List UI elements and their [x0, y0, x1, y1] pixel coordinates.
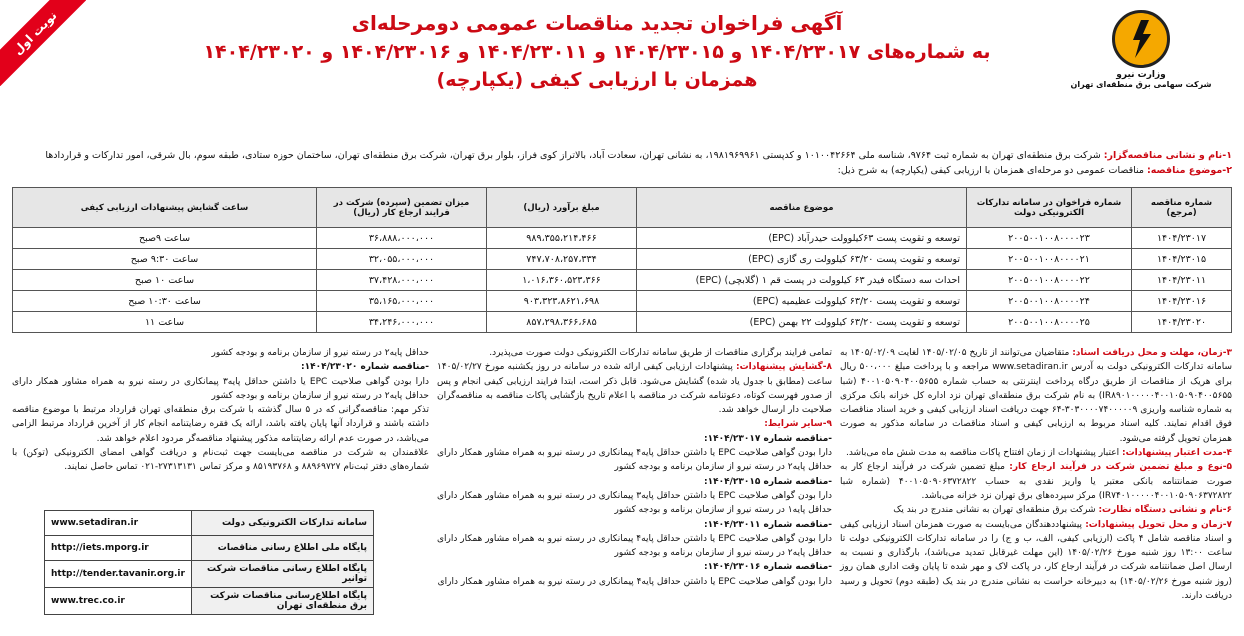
- cell-opening-time: ساعت ۱۱: [13, 312, 317, 333]
- section-7-label: ۷-زمان و محل تحویل پیشنهادات:: [1085, 519, 1232, 530]
- conditions-column-middle: [437, 346, 832, 589]
- lightning-icon: [1121, 18, 1161, 60]
- website-name: سامانه تدارکات الکترونیکی دولت: [191, 511, 373, 536]
- website-name: پایگاه ملی اطلاع رسانی مناقصات: [191, 536, 373, 561]
- edition-badge: نوبت اول: [0, 0, 86, 86]
- title-line-1: آگهی فراخوان تجدید مناقصات عمومی دومرحله‌ای: [351, 11, 843, 35]
- header-guarantee: میزان تضمین (سپرده) شرکت در فرایند ارجاع کار (ریال): [317, 188, 487, 228]
- intro-item-2-text: مناقصات عمومی دو مرحله‌ای همزمان با ارزیابی کیفی (یکپارچه) به شرح ذیل:: [837, 165, 1144, 176]
- tender-20-text: دارا بودن گواهی صلاحیت EPC یا داشتن حداقل پایه۳ پیمانکاری در رسته نیرو به همراه مشاور همکار دارای حداقل پایه۲ در رسته نیرو از سازمان برنامه و بودجه کشور: [12, 376, 429, 401]
- website-row: [45, 536, 374, 561]
- logo-company-text: شرکت سهامی برق منطقه‌ای تهران: [1070, 80, 1212, 89]
- cell-guarantee: ۳۵،۱۶۵،۰۰۰،۰۰۰: [317, 291, 487, 312]
- websites-table: [44, 510, 374, 615]
- website-name: پایگاه اطلاع‌رسانی مناقصات شرکت برق منطقه‌ای تهران: [191, 588, 373, 615]
- tender-16-label: -مناقصه شماره ۱۴۰۴/۲۳۰۱۶:: [704, 562, 832, 573]
- tender-11-label: -مناقصه شماره ۱۴۰۴/۲۳۰۱۱:: [704, 519, 832, 530]
- table-row: [13, 291, 1232, 312]
- cell-call-number: ۲۰۰۵۰۰۱۰۰۸۰۰۰۰۲۱: [967, 249, 1132, 270]
- tenders-table: [12, 187, 1232, 333]
- tender-17-text: دارا بودن گواهی صلاحیت EPC یا داشتن حداقل پایه۴ پیمانکاری در رسته نیرو به همراه مشاور همکار دارای حداقل پایه۲ در رسته نیرو از سازمان برنامه و بودجه کشور: [437, 448, 832, 473]
- cell-subject: توسعه و تقویت پست ۶۳کیلوولت حیدرآباد (EPC): [637, 228, 967, 249]
- cell-estimate: ۸۵۷،۲۹۸،۳۶۶،۶۸۵: [487, 312, 637, 333]
- website-link[interactable]: www.trec.co.ir: [45, 588, 192, 615]
- cell-subject: توسعه و تقویت پست ۶۳/۲۰ کیلوولت ۲۲ بهمن (EPC): [637, 312, 967, 333]
- section-9-label: ۹-سایر شرایط:: [764, 419, 832, 430]
- cell-tender-number: ۱۴۰۴/۲۳۰۱۱: [1132, 270, 1232, 291]
- website-link[interactable]: www.setadiran.ir: [45, 511, 192, 536]
- conditions-column-right: [840, 346, 1232, 603]
- table-header-row: [13, 188, 1232, 228]
- cell-opening-time: ساعت ۱۰:۳۰ صبح: [13, 291, 317, 312]
- header-call-number: شماره فراخوان در سامانه تدارکات الکترونیکی دولت: [967, 188, 1132, 228]
- cell-call-number: ۲۰۰۵۰۰۱۰۰۸۰۰۰۰۲۳: [967, 228, 1132, 249]
- cell-subject: توسعه و تقویت پست ۶۳/۲۰ کیلوولت عظیمیه (EPC): [637, 291, 967, 312]
- important-note: تذکر مهم: مناقصه‌گرانی که در ۵ سال گذشته با شرکت برق منطقه‌ای تهران قرارداد مرتبط با موضوع مناقصه داشته باشند و قرارداد آنها پایان یافته باشد، ارائه یک فقره رضایتنامه انجام کار از آخرین قرارداد مرتبط الزامی می‌باشد، در صورت عدم ارائه رضایتنامه مذکور پیشنهاد مناقصه‌گر مردود اعلام خواهد شد.: [12, 405, 429, 444]
- website-row: [45, 561, 374, 588]
- cell-guarantee: ۳۴،۲۴۶،۰۰۰،۰۰۰: [317, 312, 487, 333]
- cell-subject: توسعه و تقویت پست ۶۳/۲۰ کیلوولت ری گازی (EPC): [637, 249, 967, 270]
- cell-opening-time: ساعت ۱۰ صبح: [13, 270, 317, 291]
- cell-tender-number: ۱۴۰۴/۲۳۰۲۰: [1132, 312, 1232, 333]
- edition-ribbon: [0, 0, 86, 86]
- website-link[interactable]: http://iets.mporg.ir: [45, 536, 192, 561]
- cell-opening-time: ساعت ۹:۳۰ صبح: [13, 249, 317, 270]
- section-3-label: ۳-زمان، مهلت و محل دریافت اسناد:: [1072, 348, 1232, 358]
- conditions-column-left: [12, 346, 429, 475]
- table-row: [13, 270, 1232, 291]
- header-subject: موضوع مناقصه: [637, 188, 967, 228]
- cell-subject: احداث سه دستگاه فیدر ۶۳ کیلوولت در پست قم ۱ (گلابچی) (EPC): [637, 270, 967, 291]
- section-4-label: ۴-مدت اعتبار پیشنهادات:: [1121, 448, 1232, 459]
- cell-call-number: ۲۰۰۵۰۰۱۰۰۸۰۰۰۰۲۴: [967, 291, 1132, 312]
- tender-16-continuation: حداقل پایه۲ در رسته نیرو از سازمان برنامه و بودجه کشور: [211, 348, 429, 358]
- header-opening-time: ساعت گشایش پیشنهادات ارزیابی کیفی: [13, 188, 317, 228]
- cell-estimate: ۹۸۹،۳۵۵،۲۱۴،۴۶۶: [487, 228, 637, 249]
- website-link[interactable]: http://tender.tavanir.org.ir: [45, 561, 192, 588]
- section-5-text: مبلغ تضمین شرکت در فرآیند ارجاع کار به صورت ضمانتنامه بانکی معتبر یا واریز نقدی به حساب ۴۰۰۱۰۵۰۹۰۶۳۷۲۸۲۲ (شماره شبا IR۷۴۰۱۰۰۰۰۰۴۰۰۱۰۵۰۹۰۶۳۷۲۸۲۲) مرکز سپرده‌های برق تهران نزد خزانه می‌باشد.: [840, 462, 1233, 501]
- section-6-label: ۶-نام و نشانی دستگاه نظارت:: [1098, 505, 1232, 516]
- tender-15-label: -مناقصه شماره ۱۴۰۴/۲۳۰۱۵:: [704, 476, 832, 487]
- website-name: پایگاه اطلاع رسانی مناقصات شرکت توانیر: [191, 561, 373, 588]
- announcement-title: [150, 8, 1044, 94]
- intro-item-1: [12, 148, 1232, 163]
- cell-estimate: ۹۰۳،۳۲۳،۸۶۲۱،۶۹۸: [487, 291, 637, 312]
- section-7-continuation: تمامی فرایند برگزاری مناقصات از طریق سامانه تدارکات الکترونیکی دولت صورت می‌پذیرد.: [489, 348, 832, 358]
- intro-item-2: [12, 163, 1232, 178]
- section-8-text: پیشنهادات ارزیابی کیفی ارائه شده در سامانه در روز یکشنبه مورخ ۱۴۰۵/۰۲/۲۷ ساعت (مطابق با جدول یاد شده) گشایش می‌شود. قابل ذکر است، ابتدا فرایند ارزیابی کیفی انجام و پس از صدور فهرست کوتاه، دعوتنامه شرکت در مناقصه با اعلام تاریخ بازگشایی پاکات مناقصه به مناقصه‌گران صلاحیت دار ارسال خواهد شد.: [437, 362, 832, 416]
- title-line-2: به شماره‌های ۱۴۰۴/۲۳۰۱۷ و ۱۴۰۴/۲۳۰۱۵ و ۱۴۰۴/۲۳۰۱۱ و ۱۴۰۴/۲۳۰۱۶ و ۱۴۰۴/۲۳۰۲۰: [203, 41, 991, 63]
- tavanir-logo: [1112, 10, 1170, 68]
- intro-item-2-label: ۲-موضوع مناقصه:: [1147, 165, 1232, 176]
- section-3-text: متقاضیان می‌توانند از تاریخ ۱۴۰۵/۰۲/۰۵ لغایت ۱۴۰۵/۰۲/۰۹ به سامانه تدارکات الکترونیکی دولت به آدرس www.setadiran.ir مراجعه و با پرداخت مبلغ ۵۰۰،۰۰۰ ریال برای هریک از مناقصات از طریق درگاه پرداخت اینترنتی به حساب شماره ۴۰۰۱۰۵۰۹۰۴۰۰۵۶۵۵ (شبا IR۸۹۰۱۰۰۰۰۰۴۰۰۱۰۵۰۹۰۴۰۰۵۶۵۵) به نام شرکت برق منطقه‌ای تهران نزد اداره کل خزانه بانک مرکزی به شماره شناسه واریزی ۳۰۳۰۰۰۰۷۴۰۰۰۰۰۹-۶۴ جهت دریافت اسناد ارزیابی کیفی و خرید اسناد مناقصات فوق اقدام نمایند. کلیه اسناد مربوط به ارزیابی کیفی و اسناد مناقصات در سامانه مذکور به صورت همزمان تحویل گرفته می‌شود.: [840, 348, 1232, 444]
- contact-info: علاقمندان به شرکت در مناقصه می‌بایست جهت ثبت‌نام و دریافت گواهی امضای الکترونیکی (توکن) با شماره‌های دفتر ثبت‌نام ۸۸۹۶۹۷۲۷ و ۸۵۱۹۳۷۶۸ و مرکز تماس ۲۷۳۱۳۱۳۱-۰۲۱ تماس حاصل نمایند.: [12, 448, 429, 473]
- cell-call-number: ۲۰۰۵۰۰۱۰۰۸۰۰۰۰۲۲: [967, 270, 1132, 291]
- table-row: [13, 312, 1232, 333]
- organization-logo-block: [1056, 10, 1226, 89]
- website-row: [45, 588, 374, 615]
- section-7-text: پیشنهاددهندگان می‌بایست به صورت همزمان اسناد ارزیابی کیفی و اسناد مناقصه شامل ۴ پاکت (ارزیابی کیفی، الف، ب و ج) را در سامانه تدارکات الکترونیکی دولت تا ساعت ۱۳:۰۰ روز شنبه مورخ ۱۴۰۵/۰۲/۲۶ (این مهلت غیرقابل تمدید می‌باشد)، بارگذاری و نسبت به ارسال اصل ضمانتنامه شرکت در فرآیند ارجاع کار، در پاکت لاک و مهر شده تا پایان وقت اداری همان روز (روز شنبه مورخ ۱۴۰۵/۰۲/۲۶) به دبیرخانه حراست به نشانی مندرج در بند یک (طبقه دوم) تحویل و رسید دریافت دارند.: [840, 519, 1233, 602]
- cell-estimate: ۷۴۷،۷۰۸،۲۵۷،۳۳۴: [487, 249, 637, 270]
- tender-17-label: -مناقصه شماره ۱۴۰۴/۲۳۰۱۷:: [704, 433, 832, 444]
- cell-tender-number: ۱۴۰۴/۲۳۰۱۷: [1132, 228, 1232, 249]
- header-estimate: مبلغ برآورد (ریال): [487, 188, 637, 228]
- section-8-label: ۸-گشایش پیشنهادات:: [735, 362, 832, 373]
- cell-tender-number: ۱۴۰۴/۲۳۰۱۵: [1132, 249, 1232, 270]
- logo-ministry-text: وزارت نیرو: [1116, 70, 1166, 80]
- table-row: [13, 249, 1232, 270]
- tender-20-label: -مناقصه شماره ۱۴۰۴/۲۳۰۲۰:: [301, 362, 429, 373]
- website-row: [45, 511, 374, 536]
- title-line-3: همزمان با ارزیابی کیفی (یکپارچه): [436, 69, 758, 91]
- cell-call-number: ۲۰۰۵۰۰۱۰۰۸۰۰۰۰۲۵: [967, 312, 1132, 333]
- section-4-text: اعتبار پیشنهادات از زمان افتتاح پاکات مناقصه به مدت شش ماه می‌باشد.: [845, 448, 1120, 459]
- tender-16-text: دارا بودن گواهی صلاحیت EPC یا داشتن حداقل پایه۴ پیمانکاری در رسته نیرو به همراه مشاور همکار دارای: [437, 576, 832, 587]
- section-6-text: شرکت برق منطقه‌ای تهران به نشانی مندرج در بند یک: [893, 505, 1096, 516]
- intro-item-1-label: ۱-نام و نشانی مناقصه‌گزار:: [1103, 150, 1232, 161]
- cell-tender-number: ۱۴۰۴/۲۳۰۱۶: [1132, 291, 1232, 312]
- tender-15-text: دارا بودن گواهی صلاحیت EPC یا داشتن حداقل پایه۳ پیمانکاری در رسته نیرو به همراه مشاور همکار دارای حداقل پایه۱ در رسته نیرو از سازمان برنامه و بودجه کشور: [437, 490, 832, 516]
- tender-11-text: دارا بودن گواهی صلاحیت EPC یا داشتن حداقل پایه۴ پیمانکاری در رسته نیرو به همراه مشاور همکار دارای حداقل پایه۲ در رسته نیرو از سازمان برنامه و بودجه کشور: [437, 533, 832, 559]
- table-row: [13, 228, 1232, 249]
- intro-section: [12, 148, 1232, 178]
- section-5-label: ۵-نوع و مبلغ تضمین شرکت در فرآیند ارجاع کار:: [1009, 462, 1232, 473]
- intro-item-1-text: شرکت برق منطقه‌ای تهران به شماره ثبت ۹۷۶۴، شناسه ملی ۱۰۱۰۰۴۲۶۶۴ و کدپستی ۱۹۸۱۹۶۹۹۶۱، به نشانی تهران، سعادت آباد، بالاتراز کوی فراز، بلوار برق تهران، شرکت برق منطقه‌ای تهران، ساختمان حوزه ستادی، طبقه سوم، بال شرقی، امور تدارکات و قراردادها: [45, 150, 1101, 161]
- cell-estimate: ۱،۰۱۶،۳۶۰،۵۲۳،۳۶۶: [487, 270, 637, 291]
- cell-guarantee: ۳۲،۰۵۵،۰۰۰،۰۰۰: [317, 249, 487, 270]
- cell-guarantee: ۳۶،۸۸۸،۰۰۰،۰۰۰: [317, 228, 487, 249]
- cell-opening-time: ساعت ۹صبح: [13, 228, 317, 249]
- header-tender-number: شماره مناقصه (مرجع): [1132, 188, 1232, 228]
- cell-guarantee: ۳۷،۴۲۸،۰۰۰،۰۰۰: [317, 270, 487, 291]
